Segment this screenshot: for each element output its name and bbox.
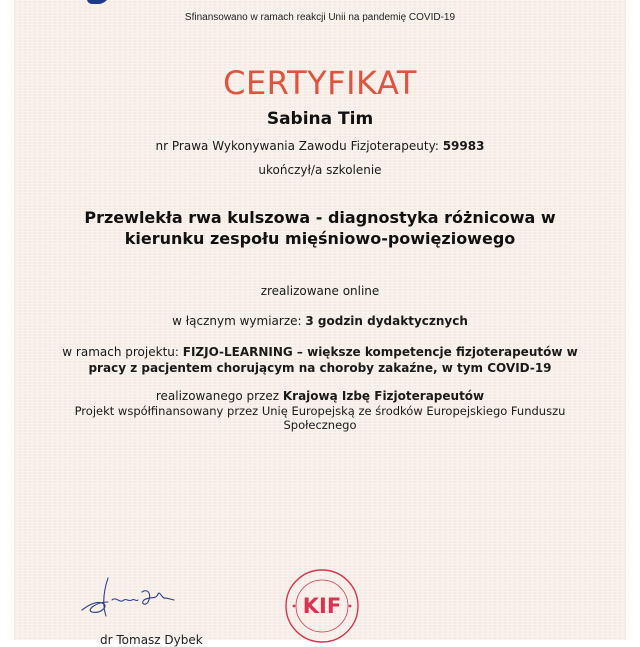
hours-value: 3 godzin dydaktycznych	[305, 314, 468, 328]
license-label: nr Prawa Wykonywania Zawodu Fizjoterapeuty:	[155, 139, 439, 153]
organizer-label: realizowanego przez	[155, 389, 280, 403]
hours-line	[0, 314, 640, 328]
holder-name: Sabina Tim	[266, 109, 374, 129]
kif-seal-icon	[283, 567, 361, 645]
hours-label: w łącznym wymiarze:	[172, 314, 302, 328]
signatory-name: dr Tomasz Dybek	[100, 633, 203, 647]
license-number: 59983	[442, 139, 485, 153]
license-line	[0, 139, 640, 153]
completed-text: ukończył/a szkolenie	[258, 163, 382, 177]
project-label: w ramach projektu:	[62, 345, 179, 359]
funding-note: Sfinansowano w ramach reakcji Unii na pandemię COVID-19	[184, 12, 456, 23]
signature-icon	[78, 570, 178, 620]
certificate-title: CERTYFIKAT	[223, 64, 417, 102]
delivery-mode: zrealizowane online	[260, 284, 380, 298]
project-name-line1: FIZJO-LEARNING – większe kompetencje fizjoterapeutów w	[182, 345, 578, 359]
svg-text:KIF: KIF	[302, 594, 342, 618]
course-title	[0, 207, 640, 249]
course-title-line2: kierunku zespołu mięśniowo-powięziowego	[124, 229, 516, 248]
organizer-name: Krajową Izbę Fizjoterapeutów	[282, 389, 485, 403]
course-title-line1: Przewlekła rwa kulszowa - diagnostyka różnicowa w	[84, 208, 556, 227]
project-name-line2: pracy z pacjentem chorującym na choroby zakaźne, w tym COVID-19	[88, 361, 552, 375]
cofunding-note: Projekt współfinansowany przez Unię Europejską ze środków Europejskiego Funduszu Społecznego	[74, 404, 566, 432]
organizer-line	[0, 389, 640, 403]
project-line	[0, 344, 640, 376]
